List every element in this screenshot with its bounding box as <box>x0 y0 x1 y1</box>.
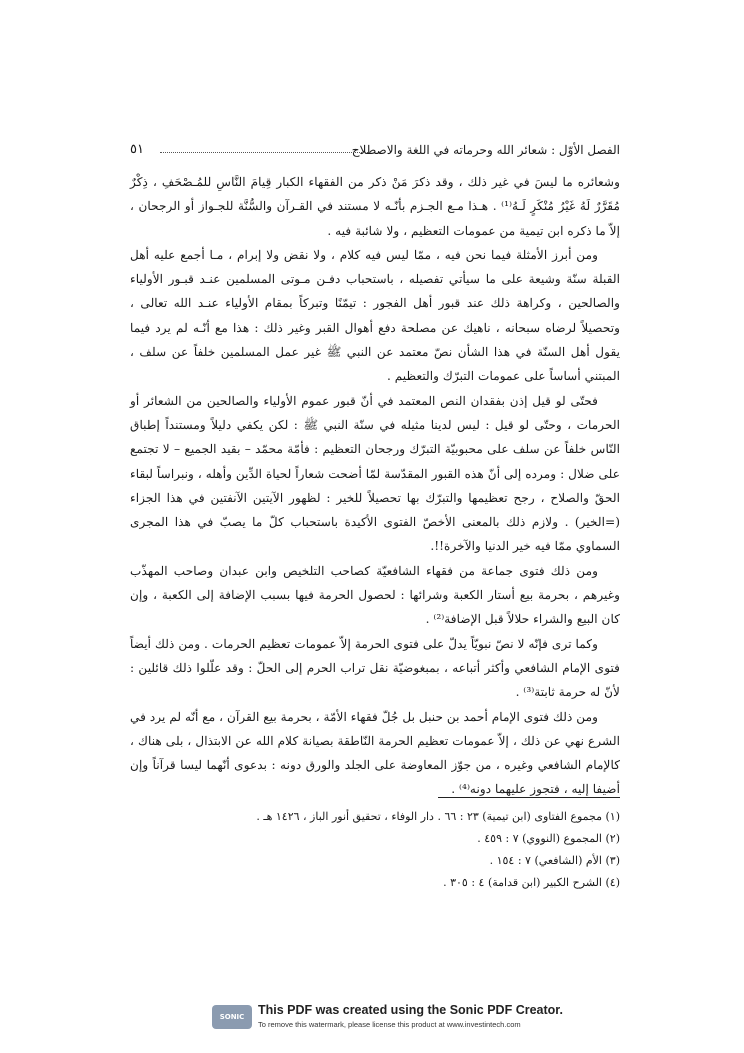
footnote: (١) مجموع الفتاوى (ابن تيمية) ٢٣ : ٦٦ . دار الوفاء ، تحقيق أنور الباز ، ١٤٢٦ هـ . <box>256 810 620 823</box>
running-header <box>130 140 620 160</box>
sonic-pdf-logo-icon: SONIC PDF <box>212 1005 252 1029</box>
footnotes <box>250 806 620 894</box>
paragraph: فحتّى لو قيل إذن بفقدان النص المعتمد في أنّ قبور عموم الأولياء والصالحين من الشعائر أو الحرمات ، وحتّى لو قيل : ليس لدينا مثيله في سنّة النبي ﷺ : لكن يكفي دليلاً ومستنداً إطباق النّاس خلفاً عن سلف على محبوبيّة التبرّك ورجحان التعظيم : فأمّة محمّد – بقيد الجميع – لا تجتمع على ضلال : ومرده إلى أنّ هذه القبور المقدّسة لمّا أضحت شعاراً لحياة الدِّين وأهله ، ونبراساً لبقاء الحقّ والصلاح ، رجح تعظيمها والتبرّك بها تحصيلاً للخير : لظهور الآيتين الآنفتين في هذا الجزاء (=الخير) . ولازم ذلك بالمعنى الأخصّ الفتوى الأكيدة باستحباب كلّ ما يصبّ في هذا المجرى السماوي ممّا فيه خير الدنيا والآخرة!!. <box>130 393 620 554</box>
page-number: ٥١ <box>130 142 144 157</box>
paragraph: وشعائره ما ليسَ في غير ذلك ، وقد ذكرَ مَنْ ذكر من الفقهاء الكبار قِيامَ النَّاسِ للمُـصْحَفِ ، ذِكْرٌ مُقَرَّرٌ لَهُ غَيْرُ مُنْكَرٍ لَـهُ⁽¹⁾ . هـذا مـع الجـزم بأنّـه لا مستند في القـرآن والسُّنَّة للجـواز أو الرجحان ، إلاّ ما ذكره ابن تيمية من عمومات التعظيم ، ولا شائبة فيه . <box>130 175 620 238</box>
paragraph: ومن ذلك فتوى الإمام أحمد بن حنبل بل جُلّ فقهاء الأمّة ، بحرمة بيع القرآن ، مع أنّه لم يرد في الشرع نهي عن ذلك ، إلاّ عمومات تعظيم الحرمة النّاطقة بصيانة كلام الله عن الابتذال ، بلى هناك ، كالإمام الشافعي وغيره ، من جوّز المعاوضة على الجلد والورق دونه : بدعوى أنّهما ليسا قرآناً وإن أضيفا إليه ، فتجوز عليهما دونه⁽⁴⁾ . <box>130 709 620 797</box>
body-text <box>130 170 620 802</box>
paragraph: ومن أبرز الأمثلة فيما نحن فيه ، ممّا ليس فيه كلام ، ولا نقض ولا إبرام ، مـا أجمع عليه أهل القبلة سنّة وشيعة على ما سيأتي تفصيله ، باستحباب دفـن مـوتى المسلمين عنـد قبـور الأولياء والصالحين ، وكراهة ذلك عند قبور أهل الفجور : تيمّنًا وتبركاً بمقام الأولياء عنـد الله تعالى ، وتحصيلاً لرضاه سبحانه ، ناهيك عن مصلحة دفع أهوال القبر وغير ذلك : هذا مع أنّـه لم يرد فيما يقول أهل السنّة في هذا الشأن نصّ معتمد عن النبي ﷺ غير عمل المسلمين خلفاً عن سلف ، المبتني أساساً على عمومات التبرّك والتعظيم . <box>130 247 620 384</box>
chapter-title: الفصل الأوّل : شعائر الله وحرماته في اللغة والاصطلاح <box>348 140 620 160</box>
paragraph: ومن ذلك فتوى جماعة من فقهاء الشافعيّة كصاحب التلخيص وابن عبدان وصاحب المهذّب وغيرهم ، بحرمة بيع أستار الكعبة وشرائها : لحصول الحرمة فيها بسبب الإضافة إلى الكعبة ، وإن كان البيع والشراء حلالاً قبل الإضافة⁽²⁾ . <box>130 563 620 627</box>
pdf-watermark <box>212 1001 563 1045</box>
footnote: (٣) الأم (الشافعي) ٧ : ١٥٤ . <box>489 854 620 867</box>
footnote-separator <box>438 797 620 798</box>
watermark-title: This PDF was created using the Sonic PDF Creator. <box>258 1003 563 1017</box>
paragraph: وكما ترى فإنّه لا نصّ نبويّاً يدلّ على فتوى الحرمة إلاّ عمومات تعظيم الحرمات . ومن ذلك أيضاً فتوى الإمام الشافعي وأكثر أتباعه ، بمبغوضيّة نقل تراب الحرم إلى الحلّ : وقد علّلوا ذلك قائلين : لأنّ له حرمة ثابتة⁽³⁾ . <box>130 636 620 700</box>
leader-dots <box>160 152 370 153</box>
footnote: (٢) المجموع (النووي) ٧ : ٤٥٩ . <box>477 832 620 845</box>
footnote: (٤) الشرح الكبير (ابن قدامة) ٤ : ٣٠٥ . <box>443 876 620 889</box>
watermark-license-link[interactable]: To remove this watermark, please license this product at www.investintech.com <box>258 1020 521 1029</box>
